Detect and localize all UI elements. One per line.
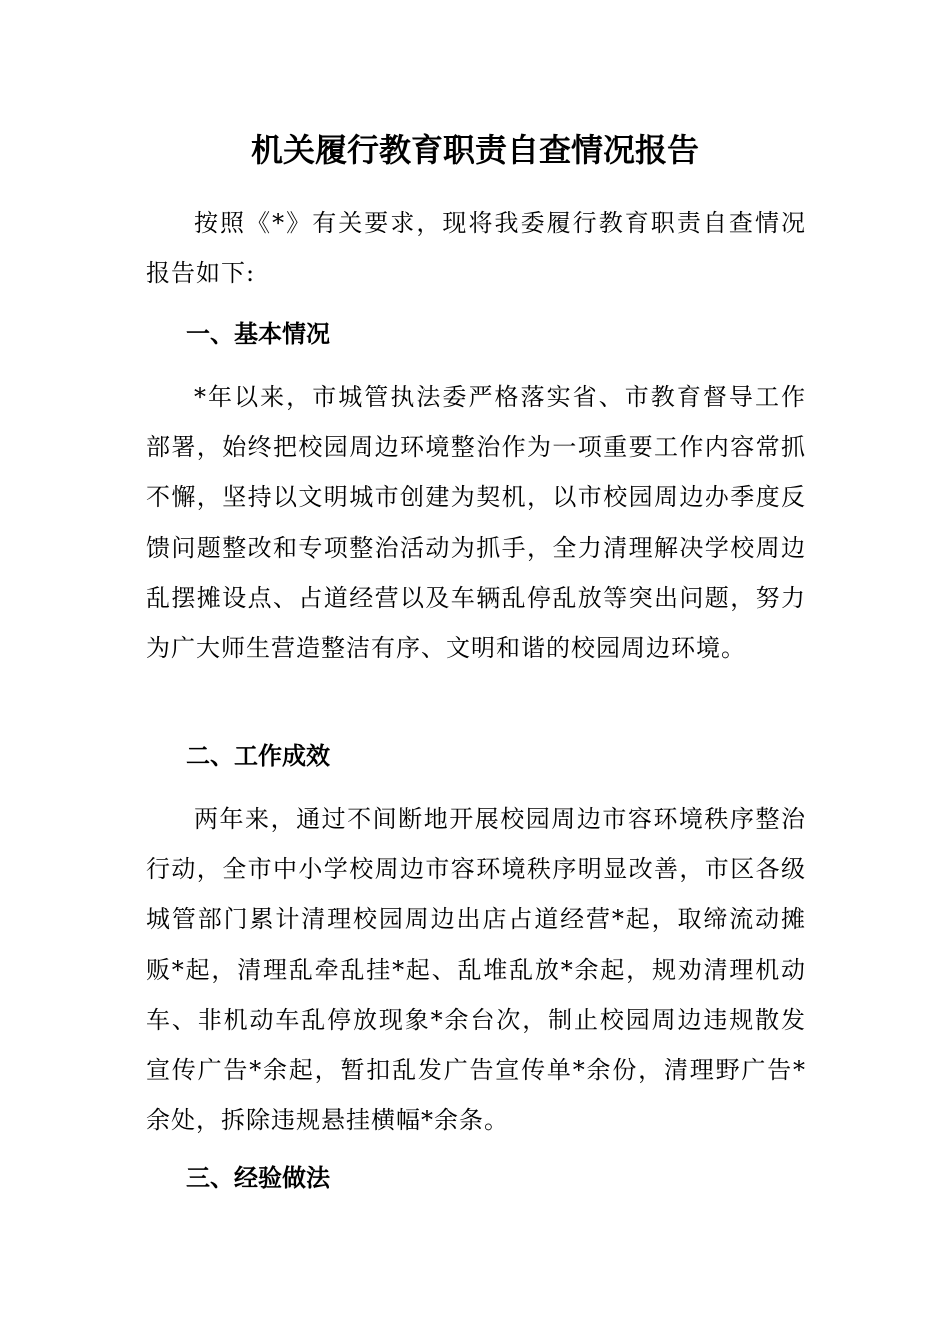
intro-paragraph: 按照《*》有关要求，现将我委履行教育职责自查情况报告如下: xyxy=(146,209,806,288)
document-title: 机关履行教育职责自查情况报告 xyxy=(250,131,699,169)
section-heading-experience: 三、经验做法 xyxy=(186,1163,330,1192)
section-paragraph-basic: *年以来，市城管执法委严格落实省、市教育督导工作部署，始终把校园周边环境整治作为一项重要工作内容常抓不懈，坚持以文明城市创建为契机，以市校园周边办季度反馈问题整改和专项整治活动为抓手，全力清理解决学校周边乱摆摊设点、占道经营以及车辆乱停乱放等突出问题，努力为广大师生营造整洁有序、文明和谐的校园周边环境。 xyxy=(146,383,806,663)
section-heading-results: 二、工作成效 xyxy=(186,741,330,770)
section-heading-basic: 一、基本情况 xyxy=(186,319,330,348)
section-paragraph-results: 两年来，通过不间断地开展校园周边市容环境秩序整治行动，全市中小学校周边市容环境秩序明显改善，市区各级城管部门累计清理校园周边出店占道经营*起，取缔流动摊贩*起，清理乱牵乱挂*起、乱堆乱放*余起，规劝清理机动车、非机动车乱停放现象*余台次，制止校园周边违规散发宣传广告*余起，暂扣乱发广告宣传单*余份，清理野广告*余处，拆除违规悬挂横幅*余条。 xyxy=(146,805,806,1135)
